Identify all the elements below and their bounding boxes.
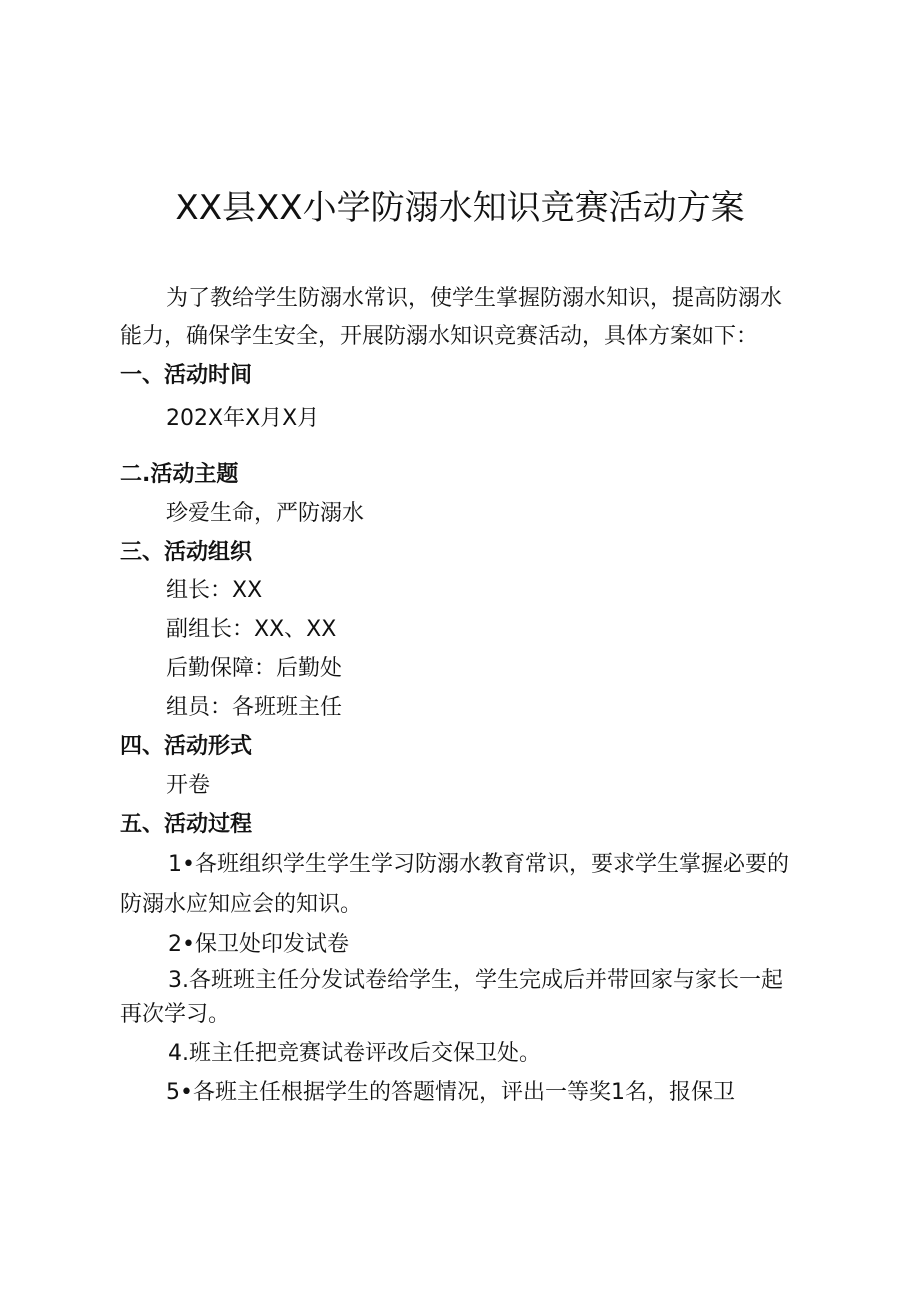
process-item-5: 5•各班主任根据学生的答题情况，评出一等奖1名，报保卫 — [166, 1080, 735, 1105]
section-heading-process: 五、活动过程 — [120, 812, 253, 837]
org-leader: 组长：XX — [166, 578, 263, 603]
process-item-2: 2•保卫处印发试卷 — [168, 932, 349, 957]
section-heading-time: 一、活动时间 — [120, 363, 253, 388]
process-item-1-line-1: 1•各班组织学生学生学习防溺水教育常识，要求学生掌握必要的 — [168, 852, 789, 877]
process-item-3-line-1: 3.各班班主任分发试卷给学生，学生完成后并带回家与家长一起 — [168, 968, 783, 993]
intro-line-2: 能力，确保学生安全，开展防溺水知识竞赛活动，具体方案如下： — [120, 324, 759, 349]
section-heading-organization: 三、活动组织 — [120, 540, 253, 565]
section-heading-theme: 二.活动主题 — [120, 462, 239, 487]
org-logistics: 后勤保障：后勤处 — [166, 656, 343, 681]
activity-format-value: 开卷 — [166, 773, 211, 798]
activity-time-value: 202X年X月X月 — [166, 406, 320, 431]
document-title: XX县XX小学防溺水知识竞赛活动方案 — [175, 188, 745, 228]
org-deputy-leader: 副组长：XX、XX — [166, 617, 337, 642]
process-item-3-line-2: 再次学习。 — [120, 1002, 231, 1027]
activity-theme-value: 珍爱生命，严防溺水 — [166, 501, 365, 526]
process-item-4: 4.班主任把竞赛试卷评改后交保卫处。 — [168, 1041, 541, 1066]
process-item-1-line-2: 防溺水应知应会的知识。 — [120, 892, 363, 917]
org-members: 组员：各班班主任 — [166, 695, 343, 720]
section-heading-format: 四、活动形式 — [120, 734, 253, 759]
intro-line-1: 为了教给学生防溺水常识，使学生掌握防溺水知识，提高防溺水 — [166, 286, 783, 311]
